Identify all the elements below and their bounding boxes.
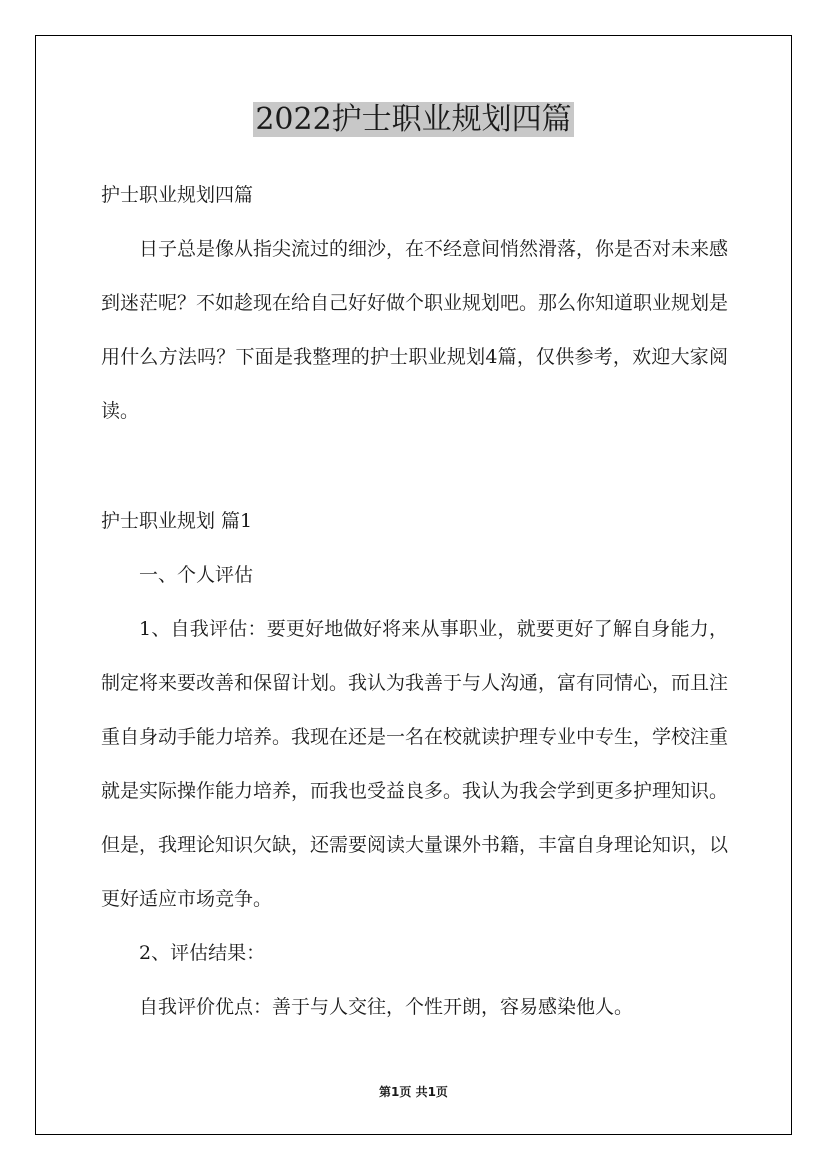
document-title (0, 98, 827, 142)
section-spacer (101, 438, 728, 494)
strengths-paragraph: 自我评价优点：善于与人交往，个性开朗，容易感染他人。 (139, 996, 634, 1018)
part-heading: 一、个人评估 (139, 564, 254, 586)
document-body (101, 168, 728, 1034)
self-assessment-paragraph: 1、自我评估：要更好地做好将来从事职业，就要更好了解自身能力，制定将来要改善和保留计划。我认为我善于与人沟通，富有同情心，而且注重自身动手能力培养。我现在还是一名在校就读护理专业中专生，学校注重就是实际操作能力培养，而我也受益良多。我认为我会学到更多护理知识。但是，我理论知识欠缺，还需要阅读大量课外书籍，丰富自身理论知识，以更好适应市场竞争。 (101, 618, 729, 910)
section-heading: 护士职业规划 篇1 (101, 510, 253, 532)
page-footer (0, 1083, 827, 1101)
intro-paragraph: 日子总是像从指尖流过的细沙，在不经意间悄然滑落，你是否对未来感到迷茫呢？不如趁现在给自己好好做个职业规划吧。那么你知道职业规划是用什么方法吗？下面是我整理的护士职业规划4篇，仅供参考，欢迎大家阅读。 (101, 238, 729, 422)
result-heading: 2、评估结果： (139, 942, 266, 964)
page-number-label: 第1页 共1页 (379, 1085, 448, 1099)
document-subtitle: 护士职业规划四篇 (101, 184, 254, 206)
document-title-text: 2022护士职业规划四篇 (255, 102, 572, 137)
